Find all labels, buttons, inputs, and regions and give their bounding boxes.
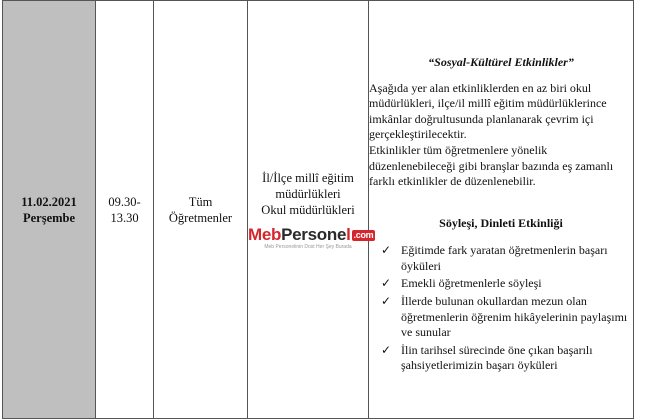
- activity-list: [369, 243, 633, 374]
- organizer-line: Okul müdürlükleri: [261, 202, 355, 217]
- audience-cell: [154, 1, 248, 419]
- check-icon: ✓: [381, 294, 392, 309]
- list-item: ✓ Eğitimde fark yaratan öğretmenlerin başarı öyküleri: [381, 243, 608, 273]
- time-end: 13.30: [110, 210, 139, 225]
- check-icon: ✓: [381, 276, 392, 291]
- activity-subtitle: Söyleşi, Dinleti Etkinliği: [439, 215, 563, 230]
- activity-title: “Sosyal-Kültürel Etkinlikler”: [428, 54, 574, 69]
- time-cell: [96, 1, 154, 419]
- organizer-cell: [248, 1, 374, 419]
- date-text: 11.02.2021: [21, 194, 77, 209]
- organizer-line: İl/İlçe millî eğitim: [262, 170, 354, 185]
- audience-line: Öğretmenler: [168, 210, 233, 225]
- logo-tagline: Meb Personelinin Dost Her Şey Burada: [264, 243, 352, 250]
- date-cell: [3, 1, 96, 419]
- day-text: Perşembe: [22, 210, 76, 225]
- check-icon: ✓: [381, 243, 392, 258]
- mebpersonel-logo: [248, 224, 374, 250]
- schedule-table: [2, 0, 634, 419]
- organizer-line: müdürlükleri: [275, 186, 341, 201]
- activity-description: Etkinlikler tüm öğretmenlere yönelik düzenlenebileceği gibi branşlar bazında eş zamanlı farklı etkinlikler de düzenlenebilir.: [369, 142, 614, 189]
- activity-cell: [369, 1, 634, 419]
- logo-wordmark: MebPersonel .com: [248, 224, 374, 244]
- list-item: ✓ İllerde bulunan okullardan mezun olan öğretmenlerin öğrenim hikâyelerinin paylaşımı ve sunular: [381, 294, 628, 340]
- list-item: ✓ Emekli öğretmenlerle söyleşi: [381, 276, 542, 291]
- activity-description: Aşağıda yer alan etkinliklerden en az biri okul müdürlükleri, ilçe/il millî eğitim müdürlüklerince imkânlar doğrultusunda planlanarak çevrim içi gerçekleştirilecektir.: [369, 80, 607, 142]
- table-row: [3, 1, 634, 419]
- time-start: 09.30-: [108, 194, 141, 209]
- check-icon: ✓: [381, 342, 392, 357]
- list-item: ✓ İlin tarihsel sürecinde öne çıkan başarılı şahsiyetlerimizin başarı öyküleri: [381, 342, 593, 373]
- audience-line: Tüm: [188, 194, 213, 209]
